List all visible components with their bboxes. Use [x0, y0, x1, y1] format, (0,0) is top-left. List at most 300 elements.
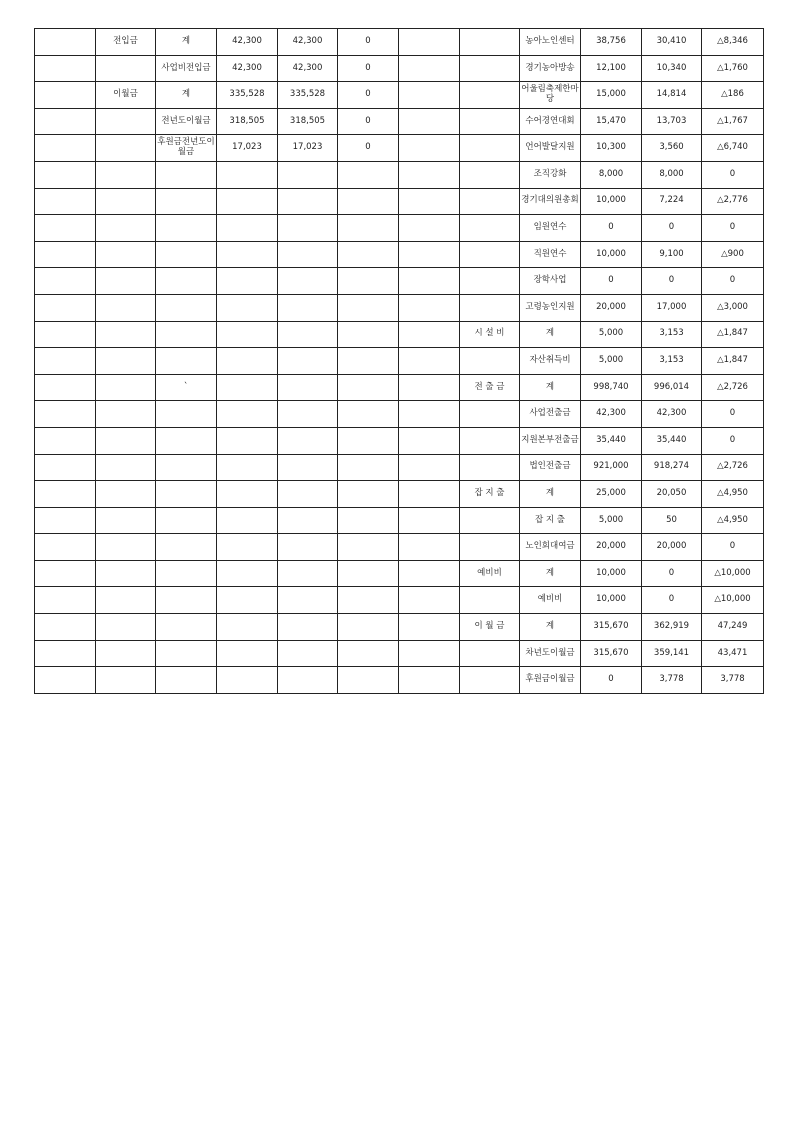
- table-cell: [35, 401, 96, 428]
- table-cell: [35, 481, 96, 508]
- table-cell: [35, 374, 96, 401]
- table-cell: [278, 587, 338, 614]
- table-cell: 직원연수: [520, 241, 581, 268]
- table-cell: 0: [702, 268, 764, 295]
- table-cell: [278, 161, 338, 188]
- table-cell: [460, 427, 520, 454]
- table-cell: 계: [520, 560, 581, 587]
- table-cell: 12,100: [581, 55, 642, 82]
- table-cell: 3,778: [702, 667, 764, 694]
- table-cell: 17,000: [642, 294, 702, 321]
- table-cell: [217, 215, 278, 242]
- table-cell: [278, 374, 338, 401]
- table-cell: [96, 454, 156, 481]
- table-cell: [217, 560, 278, 587]
- table-cell: [460, 507, 520, 534]
- table-cell: 경기대의원총회: [520, 188, 581, 215]
- table-cell: 0: [642, 560, 702, 587]
- table-cell: △3,000: [702, 294, 764, 321]
- table-cell: [338, 294, 399, 321]
- table-cell: [399, 587, 460, 614]
- table-cell: 7,224: [642, 188, 702, 215]
- table-cell: [460, 268, 520, 295]
- table-cell: [156, 454, 217, 481]
- table-cell: 계: [520, 481, 581, 508]
- table-row: [35, 454, 764, 481]
- table-row: [35, 321, 764, 348]
- table-cell: [338, 348, 399, 375]
- table-cell: [96, 374, 156, 401]
- table-cell: [156, 321, 217, 348]
- table-cell: 0: [581, 667, 642, 694]
- table-row: [35, 560, 764, 587]
- table-row: [35, 241, 764, 268]
- table-cell: [278, 560, 338, 587]
- table-cell: 지원본부전출금: [520, 427, 581, 454]
- table-cell: [96, 481, 156, 508]
- table-cell: [35, 29, 96, 56]
- table-cell: [96, 268, 156, 295]
- table-cell: [217, 294, 278, 321]
- table-cell: 17,023: [217, 135, 278, 162]
- table-cell: [35, 188, 96, 215]
- table-cell: 0: [642, 587, 702, 614]
- table-cell: [96, 108, 156, 135]
- table-cell: [35, 135, 96, 162]
- table-cell: 35,440: [642, 427, 702, 454]
- table-cell: 362,919: [642, 614, 702, 641]
- table-cell: 예비비: [520, 587, 581, 614]
- table-cell: [399, 55, 460, 82]
- table-cell: [399, 374, 460, 401]
- table-cell: △6,740: [702, 135, 764, 162]
- table-cell: [156, 348, 217, 375]
- table-cell: [399, 454, 460, 481]
- table-row: [35, 667, 764, 694]
- table-cell: 42,300: [278, 55, 338, 82]
- table-cell: 법인전출금: [520, 454, 581, 481]
- table-row: [35, 161, 764, 188]
- table-cell: 13,703: [642, 108, 702, 135]
- table-cell: 후원금이월금: [520, 667, 581, 694]
- table-cell: [96, 427, 156, 454]
- table-cell: [96, 241, 156, 268]
- table-cell: 0: [338, 55, 399, 82]
- table-cell: 42,300: [217, 55, 278, 82]
- table-cell: [96, 667, 156, 694]
- table-cell: [460, 454, 520, 481]
- table-cell: 30,410: [642, 29, 702, 56]
- table-cell: [278, 614, 338, 641]
- table-cell: 이월금: [96, 82, 156, 109]
- table-cell: [399, 401, 460, 428]
- table-cell: 318,505: [217, 108, 278, 135]
- table-cell: 335,528: [217, 82, 278, 109]
- table-cell: [399, 108, 460, 135]
- table-cell: 918,274: [642, 454, 702, 481]
- table-cell: 0: [338, 135, 399, 162]
- table-cell: [217, 401, 278, 428]
- table-cell: 계: [156, 82, 217, 109]
- table-cell: 0: [702, 427, 764, 454]
- table-cell: 359,141: [642, 640, 702, 667]
- table-cell: [460, 348, 520, 375]
- table-cell: 3,153: [642, 348, 702, 375]
- table-cell: 10,000: [581, 560, 642, 587]
- table-row: [35, 640, 764, 667]
- table-cell: [156, 161, 217, 188]
- table-cell: 10,300: [581, 135, 642, 162]
- table-cell: [399, 481, 460, 508]
- table-cell: 42,300: [217, 29, 278, 56]
- table-cell: [156, 481, 217, 508]
- table-cell: [460, 82, 520, 109]
- table-cell: △4,950: [702, 481, 764, 508]
- table-cell: [278, 294, 338, 321]
- table-cell: [217, 507, 278, 534]
- table-row: [35, 534, 764, 561]
- table-cell: [217, 667, 278, 694]
- table-cell: [35, 507, 96, 534]
- table-cell: [96, 294, 156, 321]
- table-cell: 언어발달지원: [520, 135, 581, 162]
- table-cell: [278, 454, 338, 481]
- table-cell: 8,000: [581, 161, 642, 188]
- table-cell: 전년도이월금: [156, 108, 217, 135]
- table-cell: [217, 614, 278, 641]
- table-cell: [156, 427, 217, 454]
- table-cell: [156, 587, 217, 614]
- table-cell: 5,000: [581, 321, 642, 348]
- table-cell: 42,300: [642, 401, 702, 428]
- table-cell: [35, 534, 96, 561]
- table-cell: [460, 29, 520, 56]
- table-cell: [217, 534, 278, 561]
- table-cell: [460, 587, 520, 614]
- table-cell: [35, 321, 96, 348]
- table-cell: [278, 215, 338, 242]
- table-cell: 0: [338, 82, 399, 109]
- table-cell: 50: [642, 507, 702, 534]
- table-cell: 17,023: [278, 135, 338, 162]
- table-cell: 3,560: [642, 135, 702, 162]
- table-cell: 10,340: [642, 55, 702, 82]
- table-cell: 921,000: [581, 454, 642, 481]
- table-cell: [35, 108, 96, 135]
- table-row: [35, 374, 764, 401]
- table-cell: 전입금: [96, 29, 156, 56]
- table-cell: [217, 268, 278, 295]
- table-cell: 0: [338, 108, 399, 135]
- table-row: [35, 82, 764, 109]
- table-cell: 9,100: [642, 241, 702, 268]
- table-cell: 노인회대여금: [520, 534, 581, 561]
- table-cell: [217, 348, 278, 375]
- table-row: [35, 348, 764, 375]
- table-cell: [338, 560, 399, 587]
- table-row: [35, 401, 764, 428]
- table-cell: 계: [520, 321, 581, 348]
- table-cell: [338, 507, 399, 534]
- table-row: [35, 108, 764, 135]
- table-cell: [399, 534, 460, 561]
- table-cell: [338, 374, 399, 401]
- table-cell: [96, 321, 156, 348]
- table-cell: [35, 614, 96, 641]
- budget-table: [34, 28, 764, 694]
- table-cell: [399, 321, 460, 348]
- table-cell: [96, 534, 156, 561]
- table-cell: 수어경연대회: [520, 108, 581, 135]
- table-cell: 차년도이월금: [520, 640, 581, 667]
- table-cell: 장학사업: [520, 268, 581, 295]
- budget-table-body: [35, 29, 764, 694]
- table-cell: 0: [338, 29, 399, 56]
- table-cell: [460, 241, 520, 268]
- table-cell: [399, 640, 460, 667]
- table-cell: [156, 268, 217, 295]
- table-cell: [96, 348, 156, 375]
- table-cell: [338, 534, 399, 561]
- table-row: [35, 507, 764, 534]
- table-cell: [156, 401, 217, 428]
- table-cell: [96, 401, 156, 428]
- table-cell: [278, 507, 338, 534]
- table-cell: 어울림축제한마당: [520, 82, 581, 109]
- table-cell: [156, 188, 217, 215]
- table-cell: [35, 427, 96, 454]
- table-cell: △1,847: [702, 321, 764, 348]
- table-cell: [35, 55, 96, 82]
- table-cell: [399, 507, 460, 534]
- table-cell: 예비비: [460, 560, 520, 587]
- table-cell: [399, 29, 460, 56]
- table-cell: [156, 667, 217, 694]
- table-cell: 자산취득비: [520, 348, 581, 375]
- table-cell: [338, 587, 399, 614]
- table-cell: [96, 161, 156, 188]
- table-row: [35, 268, 764, 295]
- table-cell: [278, 268, 338, 295]
- table-cell: [278, 348, 338, 375]
- table-cell: △900: [702, 241, 764, 268]
- table-cell: `: [156, 374, 217, 401]
- table-cell: 335,528: [278, 82, 338, 109]
- table-cell: [338, 268, 399, 295]
- table-cell: [399, 294, 460, 321]
- table-cell: 경기농아방송: [520, 55, 581, 82]
- table-cell: [399, 241, 460, 268]
- table-cell: [156, 241, 217, 268]
- table-cell: 0: [702, 215, 764, 242]
- table-cell: 0: [581, 215, 642, 242]
- table-cell: [156, 534, 217, 561]
- table-cell: [217, 640, 278, 667]
- table-cell: △4,950: [702, 507, 764, 534]
- table-cell: [96, 215, 156, 242]
- table-cell: 사업전출금: [520, 401, 581, 428]
- table-cell: [460, 401, 520, 428]
- table-cell: [278, 427, 338, 454]
- table-cell: [217, 454, 278, 481]
- table-cell: [338, 401, 399, 428]
- table-cell: 고령농인지원: [520, 294, 581, 321]
- table-cell: [217, 321, 278, 348]
- table-cell: [338, 481, 399, 508]
- table-cell: 0: [581, 268, 642, 295]
- table-cell: 15,000: [581, 82, 642, 109]
- table-cell: [96, 507, 156, 534]
- table-cell: [278, 401, 338, 428]
- table-cell: [35, 560, 96, 587]
- table-cell: [156, 507, 217, 534]
- table-row: [35, 188, 764, 215]
- table-cell: [338, 188, 399, 215]
- table-cell: [460, 294, 520, 321]
- table-cell: 0: [702, 534, 764, 561]
- table-cell: [35, 268, 96, 295]
- table-cell: [156, 294, 217, 321]
- table-row: [35, 135, 764, 162]
- table-cell: △2,776: [702, 188, 764, 215]
- table-cell: [399, 427, 460, 454]
- table-row: [35, 215, 764, 242]
- table-cell: 315,670: [581, 640, 642, 667]
- table-cell: [399, 135, 460, 162]
- table-cell: 5,000: [581, 348, 642, 375]
- table-cell: [35, 294, 96, 321]
- table-cell: [399, 188, 460, 215]
- table-cell: [460, 667, 520, 694]
- table-cell: 계: [156, 29, 217, 56]
- table-cell: [338, 321, 399, 348]
- table-cell: [96, 587, 156, 614]
- table-cell: [156, 640, 217, 667]
- table-cell: [278, 188, 338, 215]
- table-cell: △2,726: [702, 454, 764, 481]
- table-cell: 10,000: [581, 587, 642, 614]
- table-cell: [338, 640, 399, 667]
- table-cell: [399, 82, 460, 109]
- table-row: [35, 55, 764, 82]
- table-cell: 잡 지 출: [460, 481, 520, 508]
- table-cell: △10,000: [702, 560, 764, 587]
- table-cell: [35, 587, 96, 614]
- table-cell: 전 출 금: [460, 374, 520, 401]
- table-cell: [35, 82, 96, 109]
- table-cell: 사업비전입금: [156, 55, 217, 82]
- table-cell: 8,000: [642, 161, 702, 188]
- table-cell: [217, 427, 278, 454]
- table-cell: 잡 지 출: [520, 507, 581, 534]
- table-cell: [460, 188, 520, 215]
- table-cell: [217, 188, 278, 215]
- table-cell: 47,249: [702, 614, 764, 641]
- table-cell: [460, 534, 520, 561]
- table-cell: [96, 640, 156, 667]
- table-cell: [156, 560, 217, 587]
- table-cell: [399, 161, 460, 188]
- table-cell: 0: [702, 161, 764, 188]
- table-cell: [96, 135, 156, 162]
- table-cell: [35, 640, 96, 667]
- table-cell: 996,014: [642, 374, 702, 401]
- table-cell: [278, 241, 338, 268]
- table-cell: 농아노인센터: [520, 29, 581, 56]
- table-row: [35, 614, 764, 641]
- table-cell: [399, 614, 460, 641]
- table-cell: [278, 481, 338, 508]
- table-cell: [460, 108, 520, 135]
- table-cell: 계: [520, 614, 581, 641]
- table-cell: 0: [702, 401, 764, 428]
- table-cell: 42,300: [278, 29, 338, 56]
- table-cell: 임원연수: [520, 215, 581, 242]
- table-row: [35, 29, 764, 56]
- table-cell: [217, 241, 278, 268]
- table-cell: [35, 454, 96, 481]
- table-cell: 25,000: [581, 481, 642, 508]
- table-row: [35, 481, 764, 508]
- table-row: [35, 427, 764, 454]
- table-cell: [460, 215, 520, 242]
- table-cell: 계: [520, 374, 581, 401]
- table-cell: [338, 215, 399, 242]
- table-cell: [96, 614, 156, 641]
- table-cell: △8,346: [702, 29, 764, 56]
- table-cell: [399, 215, 460, 242]
- table-cell: [35, 348, 96, 375]
- table-cell: [338, 427, 399, 454]
- table-cell: [278, 534, 338, 561]
- table-cell: △1,847: [702, 348, 764, 375]
- table-cell: [35, 215, 96, 242]
- table-row: [35, 587, 764, 614]
- table-cell: 시 설 비: [460, 321, 520, 348]
- table-cell: 후원금전년도이월금: [156, 135, 217, 162]
- table-cell: [35, 667, 96, 694]
- table-cell: 0: [642, 268, 702, 295]
- table-cell: [156, 614, 217, 641]
- table-cell: 10,000: [581, 241, 642, 268]
- table-cell: △186: [702, 82, 764, 109]
- table-cell: [35, 161, 96, 188]
- table-cell: 998,740: [581, 374, 642, 401]
- table-cell: △2,726: [702, 374, 764, 401]
- table-cell: [278, 640, 338, 667]
- table-cell: [460, 640, 520, 667]
- table-cell: 0: [642, 215, 702, 242]
- table-cell: [338, 241, 399, 268]
- table-cell: 14,814: [642, 82, 702, 109]
- table-cell: [96, 560, 156, 587]
- table-cell: [278, 667, 338, 694]
- table-cell: [338, 667, 399, 694]
- table-cell: [399, 348, 460, 375]
- table-cell: 10,000: [581, 188, 642, 215]
- table-cell: △1,767: [702, 108, 764, 135]
- table-cell: 이 월 금: [460, 614, 520, 641]
- table-cell: 42,300: [581, 401, 642, 428]
- table-cell: [338, 614, 399, 641]
- table-cell: [217, 374, 278, 401]
- table-cell: 5,000: [581, 507, 642, 534]
- table-cell: [460, 55, 520, 82]
- table-cell: 20,050: [642, 481, 702, 508]
- table-cell: [460, 135, 520, 162]
- table-cell: 315,670: [581, 614, 642, 641]
- table-cell: △1,760: [702, 55, 764, 82]
